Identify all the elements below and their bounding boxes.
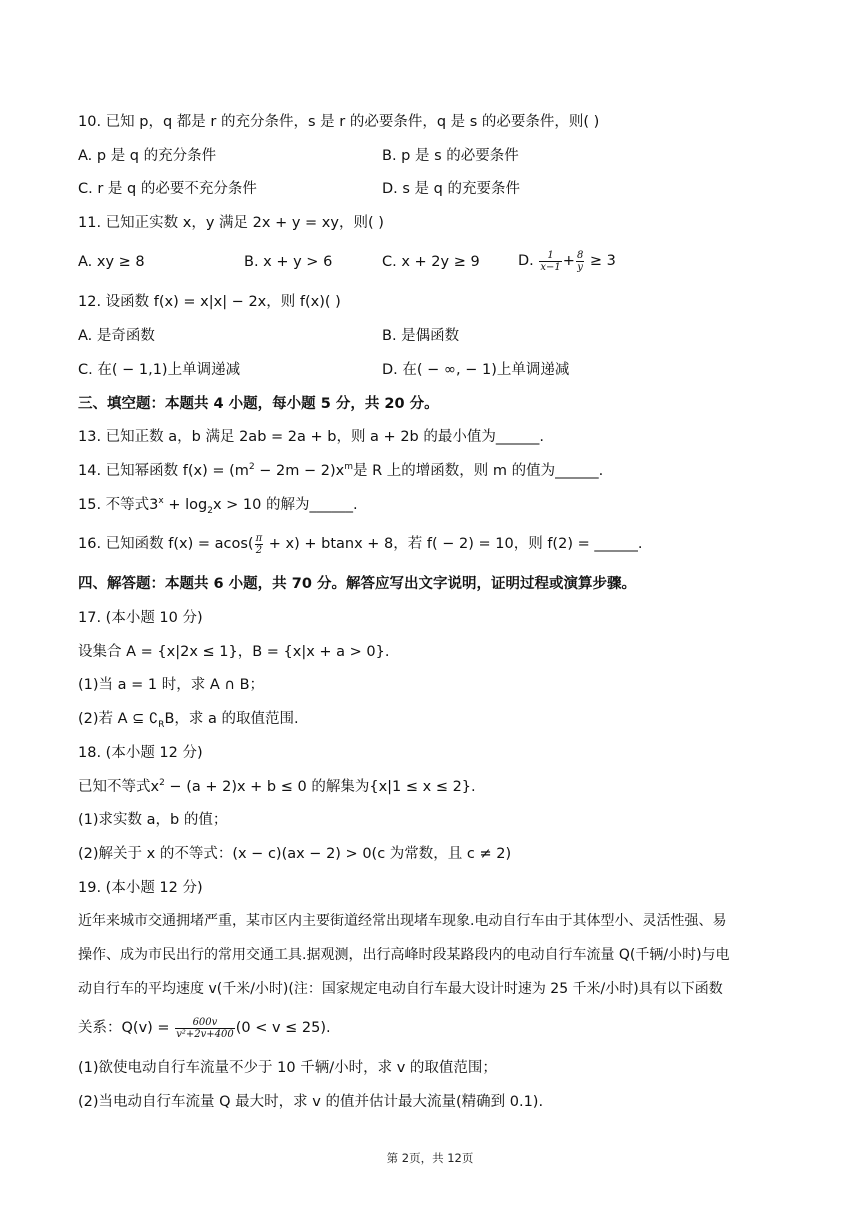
q15-part: 15. 不等式3 [78,497,159,513]
fraction-denominator: v²+2v+400 [176,1028,234,1040]
q14-text [78,461,603,481]
q17-part: B，求 a 的取值范围. [164,711,299,727]
q15-part: + log [163,497,208,513]
q14-exponent: 2 [248,462,255,473]
fraction-numerator: 600v [175,1017,235,1029]
q15-log-base: 2 [207,505,213,516]
fraction-denominator: x−1 [540,261,561,273]
q19-part: (0 < v ≤ 25). [235,1020,331,1036]
q18-line: (1)求实数 a，b 的值； [78,812,228,828]
fraction-numerator: 1 [539,250,561,262]
q12-option-d: D. 在( − ∞, − 1)上单调递减 [382,362,570,378]
q18-line [78,777,476,797]
q11-option-c: C. x + 2y ≥ 9 [382,254,480,270]
q15-part: x > 10 的解为______. [212,497,358,513]
fraction-numerator: 8 [576,249,584,261]
q13-text: 13. 已知正数 a，b 满足 2ab = 2a + b，则 a + 2b 的最小值为______. [78,429,544,445]
q19-paragraph-line: 动自行车的平均速度 v(千米/小时)(注：国家规定电动自行车最大设计时速为 25 千米/小时)具有以下函数 [78,981,723,997]
section4-heading: 四、解答题：本题共 6 小题，共 70 分。解答应写出文字说明，证明过程或演算步骤。 [78,576,636,592]
q10-option-c: C. r 是 q 的必要不充分条件 [78,181,257,197]
q19-part1: (1)欲使电动自行车流量不少于 10 千辆/小时，求 v 的取值范围； [78,1060,497,1076]
page-footer: 第 2页，共 12页 [386,1151,474,1165]
q10-stem: 10. 已知 p，q 都是 r 的充分条件，s 是 r 的必要条件，q 是 s 的必要条件，则( ) [78,114,600,130]
q19-part2: (2)当电动自行车流量 Q 最大时，求 v 的值并估计最大流量(精确到 0.1). [78,1094,544,1110]
q19-part: 关系：Q(v) = [78,1020,175,1036]
q18-part: − (a + 2)x + b ≤ 0 的解集为{x|1 ≤ x ≤ 2}. [164,779,476,795]
fraction-numerator: π [255,532,263,544]
q17-line: 设集合 A = {x|2x ≤ 1}，B = {x|x + a > 0}. [78,644,390,660]
q17-complement-subscript: R [158,719,165,730]
q16-text [78,528,642,560]
q14-part: − 2m − 2)x [254,463,345,479]
q11-option-d-suffix: ≥ 3 [589,253,616,269]
q11-option-d [518,245,616,277]
q18-exponent: 2 [159,778,165,789]
q18-part: 已知不等式x [78,779,160,795]
q17-title: 17. (本小题 10 分) [78,610,203,626]
q11-option-d-fraction-1 [539,250,561,273]
q17-line: (1)当 a = 1 时，求 A ∩ B； [78,677,265,693]
fraction-denominator: y [577,261,583,273]
q16-part: 16. 已知函数 f(x) = acos( [78,536,254,552]
q14-part: 14. 已知幂函数 f(x) = (m [78,463,249,479]
q11-stem: 11. 已知正实数 x，y 满足 2x + y = xy，则( ) [78,215,384,231]
q12-option-b: B. 是偶函数 [382,328,460,344]
q12-stem: 12. 设函数 f(x) = x|x| − 2x，则 f(x)( ) [78,294,341,310]
q11-option-a: A. xy ≥ 8 [78,254,145,270]
q18-title: 18. (本小题 12 分) [78,745,203,761]
q10-option-d: D. s 是 q 的充要条件 [382,181,520,197]
q12-option-a: A. 是奇函数 [78,328,155,344]
q14-part: 是 R 上的增函数，则 m 的值为______. [353,463,604,479]
q17-line [78,709,299,729]
q11-option-d-fraction-2 [576,250,584,273]
section3-heading: 三、填空题：本题共 4 小题，每小题 5 分，共 20 分。 [78,396,439,412]
q19-title: 19. (本小题 12 分) [78,880,203,896]
q11-option-b: B. x + y > 6 [244,254,333,270]
q16-fraction [255,533,264,556]
q15-exponent: x [158,496,164,507]
q11-option-d-prefix: D. [518,253,534,269]
q19-fraction [175,1017,235,1040]
q19-relation [78,1011,331,1045]
fraction-denominator: 2 [255,544,263,556]
q14-exponent: m [344,462,354,473]
q16-part: + x) + btanx + 8，若 f( − 2) = 10，则 f(2) = ______. [264,536,643,552]
q17-part: (2)若 A ⊆ ∁ [78,711,159,727]
q10-option-a: A. p 是 q 的充分条件 [78,148,217,164]
q10-option-b: B. p 是 s 的必要条件 [382,148,519,164]
q18-line: (2)解关于 x 的不等式：(x − c)(ax − 2) > 0(c 为常数，且 c ≠ 2) [78,846,512,862]
q12-option-c: C. 在( − 1,1)上单调递减 [78,362,241,378]
q11-option-d-plus: + [562,253,575,269]
q19-paragraph-line: 操作、成为市民出行的常用交通工具.据观测，出行高峰时段某路段内的电动自行车流量 Q(千辆/小时)与电 [78,947,730,963]
q19-paragraph-line: 近年来城市交通拥堵严重，某市区内主要街道经常出现堵车现象.电动自行车由于其体型小、灵活性强、易 [78,913,727,929]
q15-text [78,495,358,515]
